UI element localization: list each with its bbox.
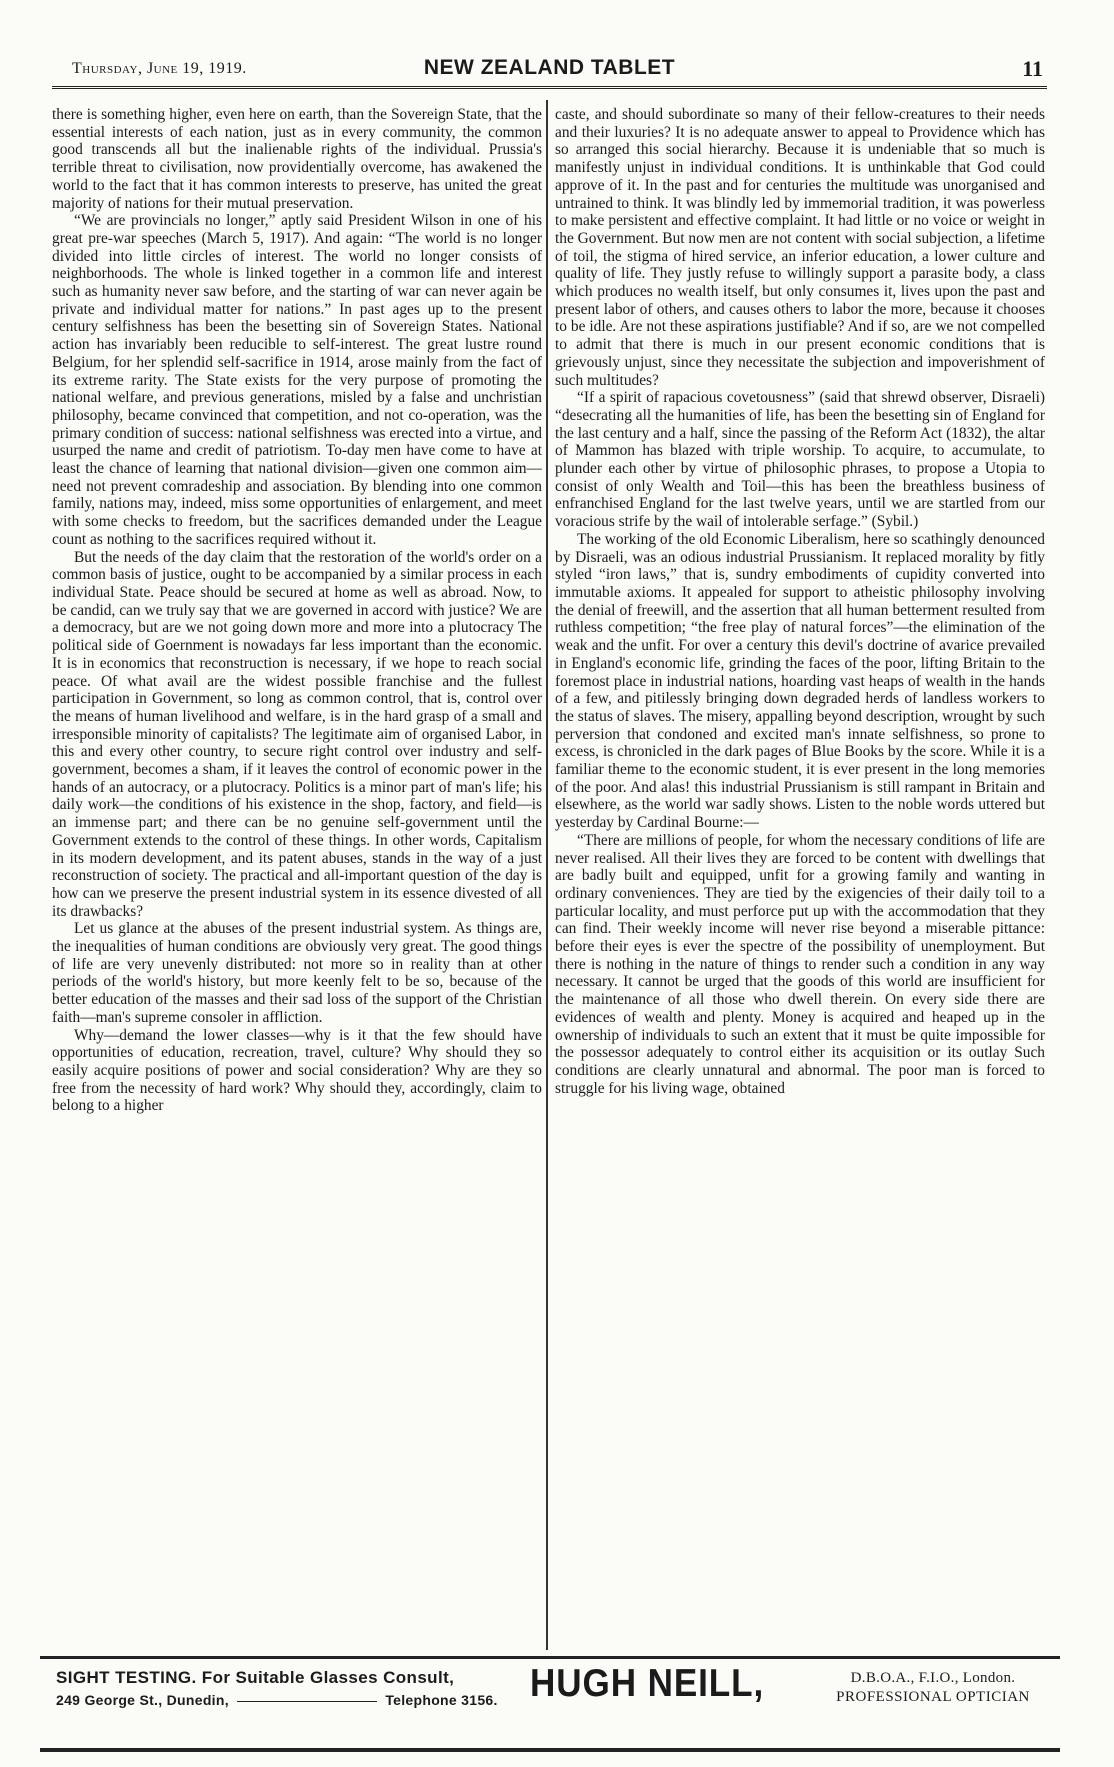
page-number: 11 (1022, 56, 1043, 81)
paragraph: “If a spirit of rapacious covetousness” (said that shrewd observer, Disraeli) “desecrating all the humanities of life, has been the besetting sin of England for the last century and a half, since the passing of the Reform Act (1832), the altar of Mammon has blazed with triple worship. To acquire, to accumulate, to plunder each other by virtue of philosophic phrases, to propose a Utopia to consist of only Wealth and Toil—this has been the breathless business of enfranchised England for the last twelve years, until we are startled from our voracious strife by the wail of intolerable serfage.” (Sybil.) (555, 389, 1045, 531)
advertisement-rule (40, 1656, 1060, 1659)
ad-profession: PROFESSIONAL OPTICIAN (836, 1689, 1030, 1705)
column-divider (546, 100, 548, 1650)
ad-left-block (56, 1668, 576, 1708)
footer-rule (40, 1748, 1060, 1752)
optician-advertisement (40, 1664, 1060, 1754)
ad-contact (56, 1692, 576, 1708)
ad-telephone: Telephone 3156. (385, 1692, 498, 1708)
paragraph: “There are millions of people, for whom the necessary conditions of life are never realised. All their lives they are forced to be content with dwellings that are badly built and equipped, unfit for a growing family and wanting in ordinary conveniences. They are tied by the exigencies of their daily toil to a particular locality, and must perforce put up with the accommodation that they can find. Their weekly income will never rise beyond a miserable pittance: before their eyes is ever the spectre of the possibility of unemployment. But there is nothing in the nature of things to render such a condition in any way necessary. It cannot be urged that the goods of this world are insufficient for the maintenance of all those who dwell therein. On every side there are evidences of wealth and plenty. Money is acquired and heaped up in the ownership of individuals to such an extent that it must be quite impossible for the possessor adequately to control either its acquisition or its outlay Such conditions are clearly unnatural and abnormal. The poor man is forced to struggle for his living wage, obtained (555, 831, 1045, 1097)
publication-title: NEW ZEALAND TABLET (423, 56, 676, 79)
paragraph: The working of the old Economic Liberalism, here so scathingly denounced by Disraeli, was an odious industrial Prussianism. It replaced morality by fitly styled “iron laws,” that is, sundry embodiments of cupidity converted into immutable axioms. It appealed for support to atheistic philosophy involving the denial of freewill, and the assertion that all human betterment resulted from ruthless competition; “the free play of natural forces”—the elimination of the weak and the unfit. For over a century this devil's doctrine of avarice prevailed in England's economic life, grinding the faces of the poor, lifting Britain to the foremost place in industrial nations, hoarding vast heaps of wealth in the hands of a few, and pitilessly bringing down degraded herds of landless workers to the status of slaves. The misery, appalling beyond description, wrought by such perversion that condoned and excited man's innate selfishness, so prone to excess, is chronicled in the dark pages of Blue Books by the score. While it is a familiar theme to the economic student, it is ever present in the long memories of the poor. And alas! this industrial Prussianism is still rampant in Britain and elsewhere, as the world war sadly shows. Listen to the noble words uttered but yesterday by Cardinal Bourne:— (555, 530, 1045, 832)
ad-leader-line (237, 1701, 377, 1702)
left-column (52, 106, 542, 1648)
masthead (52, 56, 1047, 80)
ad-business-name: HUGH NEILL, (530, 1662, 765, 1705)
issue-date: Thursday, June 19, 1919. (72, 60, 247, 77)
paragraph: Why—demand the lower classes—why is it that the few should have opportunities of education, recreation, travel, culture? Why should they so easily acquire positions of power and social consideration? Why are they so free from the necessity of hard work? Why should they, accordingly, claim to belong to a higher (52, 1026, 542, 1115)
right-column (555, 106, 1045, 1648)
ad-headline: SIGHT TESTING. For Suitable Glasses Consult, (56, 1668, 455, 1687)
masthead-rule (52, 86, 1047, 89)
ad-address: 249 George St., Dunedin, (56, 1692, 229, 1708)
paragraph: But the needs of the day claim that the restoration of the world's order on a common basis of justice, ought to be accompanied by a similar process in each individual State. Peace should be secured at home as well as abroad. Now, to be candid, can we truly say that we are governed in accord with justice? We are a democracy, but are we not going down more and more into a plutocracy The political side of Goernment is nowadays far less important than the economic. It is in economics that reconstruction is necessary, if we hope to reach social peace. Of what avail are the widest possible franchise and the fullest participation in Government, so long as common control, that is, control over the means of human livelihood and welfare, is in the hard grasp of a small and irresponsible minority of capitalists? The legitimate aim of organised Labor, in this and every other country, to secure right control over industry and self-government, becomes a sham, if it leaves the control of economic power in the hands of an autocracy, or a plutocracy. Politics is a minor part of man's life; his daily work—the conditions of his existence in the shop, factory, and field—is an immense part; and there can be no genuine self-government until the Government extends to the control of these things. In other words, Capitalism in its modern development, and its patent abuses, stands in the way of a just reconstruction of society. The practical and all-important question of the day is how can we preserve the present industrial system in its essence divested of all its drawbacks? (52, 548, 542, 920)
ad-qualifications: D.B.O.A., F.I.O., London. (850, 1670, 1016, 1686)
paragraph: Let us glance at the abuses of the present industrial system. As things are, the inequalities of human conditions are obviously very great. The good things of life are very unevenly distributed: not more so in reality than at other periods of the world's history, but more keenly felt to be so, because of the better education of the masses and their sad loss of the support of the Christian faith—man's supreme consoler in affliction. (52, 920, 542, 1026)
paragraph: there is something higher, even here on earth, than the Sovereign State, that the essential interests of each nation, just as in every community, the common good transcends all but the inalienable rights of the individual. Prussia's terrible threat to civilisation, now providentially overcome, has awakened the world to the fact that it has common interests to preserve, has united the great majority of nations for their mutual preservation. (52, 106, 542, 212)
ad-right-block (808, 1670, 1058, 1706)
paragraph: “We are provincials no longer,” aptly said President Wilson in one of his great pre-war speeches (March 5, 1917). And again: “The world is no longer divided into little circles of interest. The world no longer consists of neighborhoods. The whole is linked together in a common life and interest such as humanity never saw before, and the starting of war can never again be private and individual matter for nations.” In past ages up to the present century selfishness has been the besetting sin of Sovereign States. National action has invariably been reducible to self-interest. The great lustre round Belgium, for her splendid self-sacrifice in 1914, arose mainly from the fact of its extreme rarity. The State exists for the very purpose of promoting the national welfare, and previous generations, misled by a false and unchristian philosophy, became convinced that competition, and not co-operation, was the primary condition of success: national selfishness was erected into a virtue, and usurped the name and credit of patriotism. To-day men have come to have at least the chance of learning that national division—given one common aim—need not prevent comradeship and association. By blending into one common family, nations may, indeed, miss some opportunities of enlargement, and meet with some checks to freedom, but the sacrifices demanded under the League count as nothing to the sacrifices required without it. (52, 212, 542, 548)
paragraph: caste, and should subordinate so many of their fellow-creatures to their needs and their luxuries? It is no adequate answer to appeal to Providence which has so arranged this social hierarchy. Because it is undeniable that so much is manifestly unjust in individual conditions. It is unthinkable that God could approve of it. In the past and for centuries the multitude was unorganised and untrained to think. It was blindly led by immemorial tradition, it was powerless to make persistent and effective complaint. It had little or no voice or weight in the Government. But now men are not content with social subjection, a lifetime of toil, the stigma of hired service, an inferior education, a lower culture and quality of life. They justly refuse to willingly support a parasite body, a class which produces no wealth itself, but only consumes it, lives upon the past and present labor of others, and causes others to labor the more, because it chooses to be idle. Are not these aspirations justifiable? And if so, are we not compelled to admit that there is much in our present economic conditions that is grievously unjust, since they necessitate the subjection and impoverishment of such multitudes? (555, 106, 1045, 389)
